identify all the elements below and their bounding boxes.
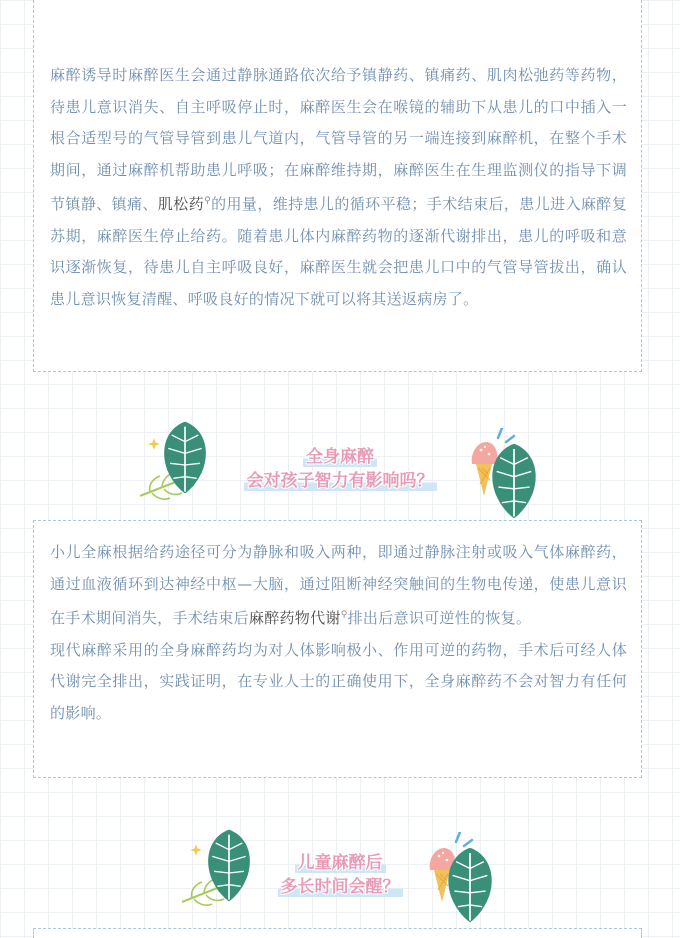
section2-text-before: 小儿全麻根据给药途径可分为静脉和吸入两种，即通过静脉注射或吸入气体麻醉药，通过血液循环到达神经中枢—大脑，通过阻断神经突触间的生物电传递，使患儿意识在手术期间消失，手术结束后 bbox=[50, 543, 627, 627]
anesthesia-intelligence-text-box bbox=[33, 520, 642, 778]
intro-text-box bbox=[33, 0, 642, 372]
heading-1-line-1: 全身麻醉 bbox=[0, 442, 680, 467]
search-icon: ⚲ bbox=[340, 610, 348, 620]
keyword-text: 麻醉药物代谢 bbox=[248, 609, 341, 627]
keyword-link[interactable] bbox=[249, 609, 348, 627]
keyword-text: 肌松药 bbox=[157, 195, 205, 213]
intro-text-after: 的用量，维持患儿的循环平稳；手术结束后，患儿进入麻醉复苏期，麻醉医生停止给药。随着患儿体内麻醉药物的逐渐代谢排出，患儿的呼吸和意识逐渐恢复，待患儿自主呼吸良好，麻醉医生就会把患儿口中的气管导管拔出，确认患儿意识恢复清醒、呼吸良好的情况下就可以将其送返病房了。 bbox=[50, 195, 627, 308]
search-icon: ⚲ bbox=[204, 196, 211, 206]
keyword-link[interactable] bbox=[158, 195, 211, 213]
intro-paragraph bbox=[50, 60, 627, 315]
section-heading-2 bbox=[0, 820, 680, 930]
heading-2-line-1: 儿童麻醉后 bbox=[0, 848, 680, 873]
heading-2-line-2: 多长时间会醒？ bbox=[0, 872, 680, 897]
intro-text-before: 麻醉诱导时麻醉医生会通过静脉通路依次给予镇静药、镇痛药、肌肉松弛药等药物，待患儿意识消失、自主呼吸停止时，麻醉医生会在喉镜的辅助下从患儿的口中插入一根合适型号的气管导管到患儿气道内，气管导管的另一端连接到麻醉机，在整个手术期间，通过麻醉机帮助患儿呼吸；在麻醉维持期，麻醉医生在生理监测仪的指导下调节镇静、镇痛、 bbox=[50, 66, 627, 213]
section-heading-1 bbox=[0, 408, 680, 518]
heading-1-line-2: 会对孩子智力有影响吗？ bbox=[0, 466, 680, 491]
section2-paragraph-1 bbox=[50, 537, 627, 635]
section2-paragraph-2: 现代麻醉采用的全身麻醉药均为对人体影响极小、作用可逆的药物，手术后可经人体代谢完全排出，实践证明，在专业人士的正确使用下，全身麻醉药不会对智力有任何的影响。 bbox=[50, 640, 627, 722]
section2-text-after: 排出后意识可逆性的恢复。 bbox=[347, 609, 532, 627]
